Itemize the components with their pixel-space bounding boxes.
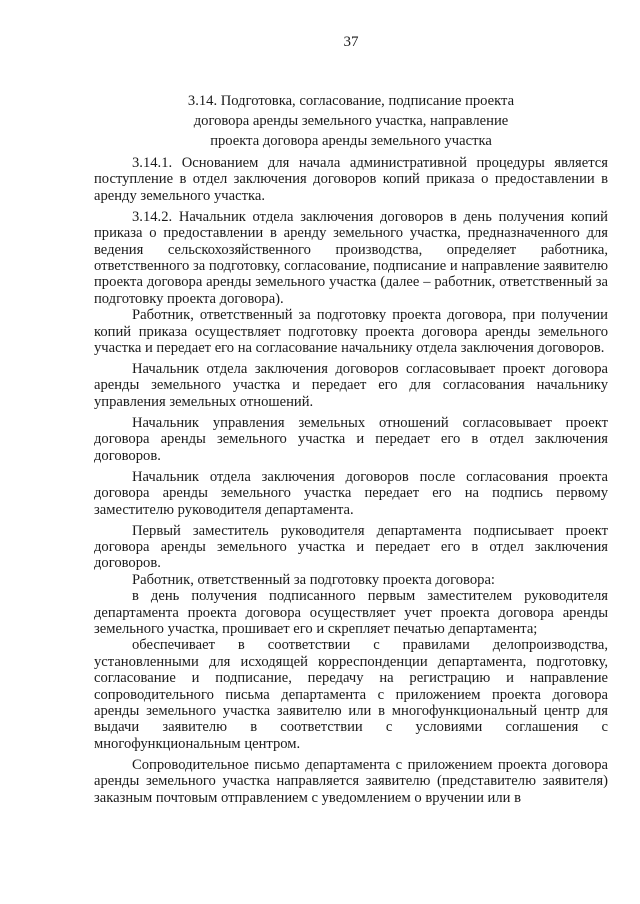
paragraph: Работник, ответственный за подготовку проекта договора: <box>132 571 495 588</box>
document-body <box>94 155 608 811</box>
paragraph: Начальник отдела заключения договоров после согласования проекта договора аренды земельного участка передает его на подпись первому заместителю руководителя департамента. <box>94 468 608 518</box>
section-heading <box>94 91 608 151</box>
heading-line: проекта договора аренды земельного участка <box>210 133 492 149</box>
paragraph: Начальник отдела заключения договоров согласовывает проект договора аренды земельного участка и передает его для согласования начальнику управления земельных отношений. <box>94 361 608 410</box>
paragraph-3-14-1: 3.14.1. Основанием для начала административной процедуры является поступление в отдел заключения договоров копий приказа о предоставлении в аренду земельного участка. <box>94 155 608 204</box>
paragraph: Первый заместитель руководителя департамента подписывает проект договора аренды земельного участка и передает его в отдел заключения договоров. <box>94 522 608 572</box>
list-item: в день получения подписанного первым заместителем руководителя департамента проекта договора осуществляет учет проекта договора аренды земельного участка, прошивает его и скрепляет печатью департамента; <box>94 588 608 637</box>
paragraph: Начальник управления земельных отношений согласовывает проект договора аренды земельного участка и передает его в отдел заключения договоров. <box>94 414 608 464</box>
paragraph: Работник, ответственный за подготовку проекта договора, при получении копий приказа осуществляет подготовку проекта договора аренды земельного участка и передает его на согласование начальнику отдела заключения договоров. <box>94 307 608 357</box>
heading-line: 3.14. Подготовка, согласование, подписание проекта <box>187 93 515 109</box>
list-item: обеспечивает в соответствии с правилами делопроизводства, установленными для исходящей корреспонденции департамента, подготовку, согласование и подписание, передачу на регистрацию и направление сопроводительного письма департамента с приложением проекта договора аренды земельного участка заявителю или в многофункциональный центр для выдачи заявителю в соответствии с условиями соглашения с многофункциональным центром. <box>94 637 608 752</box>
heading-line: договора аренды земельного участка, направление <box>193 113 509 129</box>
paragraph: Сопроводительное письмо департамента с приложением проекта договора аренды земельного участка направляется заявителю (представителю заявителя) заказным почтовым отправлением с уведомлением о вручении или в <box>94 756 608 806</box>
paragraph-3-14-2: 3.14.2. Начальник отдела заключения договоров в день получения копий приказа о предоставлении в аренду земельного участка, предназначенного для ведения сельскохозяйственного производства, определяет работника, ответственного за подготовку, согласование, подписание и направление заявителю проекта договора аренды земельного участка (далее – работник, ответственный за подготовку проекта договора). <box>94 208 608 307</box>
page-number: 37 <box>343 34 359 50</box>
